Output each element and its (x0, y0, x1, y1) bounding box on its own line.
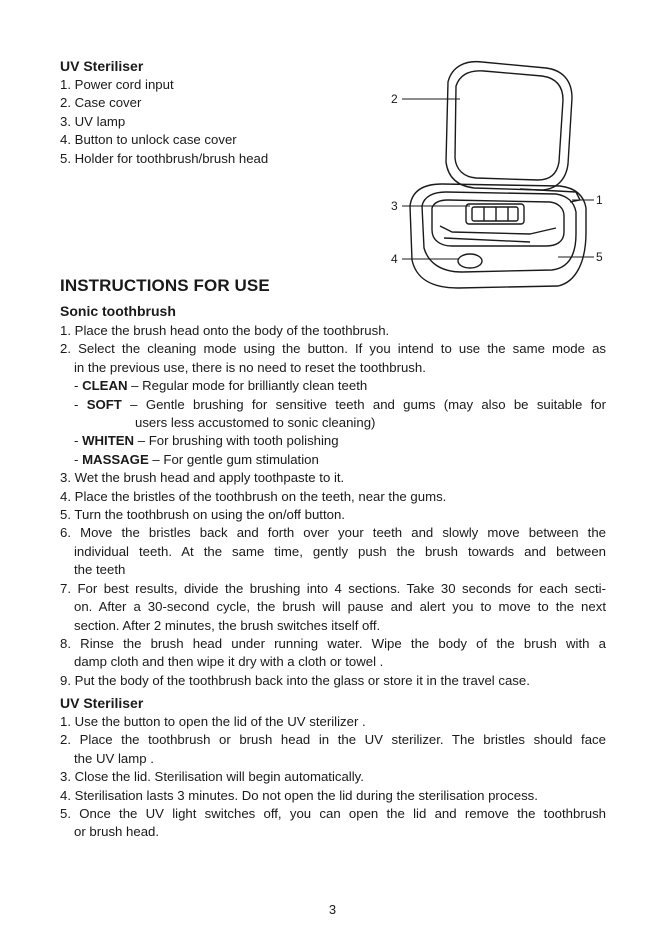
mode-massage: - MASSAGE – For gentle gum stimulation (74, 451, 319, 467)
step-4: 4. Place the bristles of the toothbrush on the teeth, near the gums. (60, 488, 447, 504)
list-item: 3. UV lamp (60, 113, 126, 129)
mode-soft-name: SOFT (86, 396, 122, 412)
step-8-line-2: damp cloth and then wipe it dry with a cloth or towel . (74, 654, 384, 670)
uv-step-4: 4. Sterilisation lasts 3 minutes. Do not open the lid during the sterilisation process. (60, 787, 538, 803)
mode-massage-name: MASSAGE (82, 451, 149, 467)
uv-step-3: 3. Close the lid. Sterilisation will begin automatically. (60, 769, 364, 785)
case-cover-outline (446, 62, 572, 190)
step-8-line-1: 8. Rinse the brush head under running water. Wipe the body of the brush with a (60, 635, 606, 651)
page-number: 3 (328, 902, 337, 917)
unlock-button (458, 254, 482, 268)
sonic-heading: Sonic toothbrush (60, 303, 176, 319)
mode-whiten: - WHITEN – For brushing with tooth polishing (74, 433, 339, 449)
list-item: 5. Holder for toothbrush/brush head (60, 150, 269, 166)
uv-heading: UV Steriliser (60, 695, 144, 711)
uv-step-5-line-1: 5. Once the UV light switches off, you can open the lid and remove the toothbrush (60, 806, 606, 822)
uv-step-5-line-2: or brush head. (74, 824, 160, 840)
callout-1: 1 (596, 193, 603, 207)
uv-steps (60, 713, 606, 842)
step-6-line-2: individual teeth. At the same time, gently push the brush towards and between (74, 543, 606, 559)
uv-steriliser-diagram (380, 56, 610, 296)
mode-soft-line-2: users less accustomed to sonic cleaning) (135, 415, 376, 431)
step-6-line-1: 6. Move the bristles back and forth over your teeth and slowly move between the (60, 525, 606, 541)
sonic-steps (60, 322, 606, 690)
list-item: 4. Button to unlock case cover (60, 132, 237, 148)
callout-2: 2 (391, 92, 398, 106)
uv-step-1: 1. Use the button to open the lid of the UV sterilizer . (60, 714, 366, 729)
list-item: 1. Power cord input (60, 77, 174, 92)
parts-heading: UV Steriliser (60, 58, 144, 74)
mode-soft: - SOFT – Gentle brushing for sensitive teeth and gums (may also be suitable for (74, 396, 606, 412)
step-2-line-1: 2. Select the cleaning mode using the button. If you intend to use the same mode as (60, 341, 606, 357)
callout-3: 3 (391, 199, 398, 213)
case-cover-inner (455, 71, 563, 180)
instructions-title: INSTRUCTIONS FOR USE (60, 276, 270, 295)
step-1: 1. Place the brush head onto the body of the toothbrush. (60, 323, 390, 338)
mode-whiten-name: WHITEN (82, 433, 135, 449)
list-item: 2. Case cover (60, 95, 142, 111)
step-6-line-3: the teeth (74, 562, 126, 578)
base-outline (410, 184, 586, 288)
step-5: 5. Turn the toothbrush on using the on/off button. (60, 507, 345, 523)
mode-clean-name: CLEAN (82, 378, 128, 394)
mode-clean: - CLEAN – Regular mode for brilliantly clean teeth (74, 378, 368, 394)
hinge-outline (520, 189, 580, 202)
brush-holder (440, 226, 556, 234)
step-2-line-2: in the previous use, there is no need to reset the toothbrush. (74, 359, 426, 375)
uv-step-2-line-2: the UV lamp . (74, 750, 154, 766)
step-7-line-3: section. After 2 minutes, the brush switches itself off. (74, 617, 381, 633)
parts-list (60, 76, 268, 168)
step-9: 9. Put the body of the toothbrush back into the glass or store it in the travel case. (60, 672, 530, 688)
step-7-line-2: on. After a 30-second cycle, the brush will pause and alert you to move to the next (74, 599, 606, 615)
uv-step-2-line-1: 2. Place the toothbrush or brush head in the UV sterilizer. The bristles should face (60, 732, 606, 748)
step-3: 3. Wet the brush head and apply toothpaste to it. (60, 470, 345, 486)
uv-lamp (472, 207, 518, 221)
callout-4: 4 (391, 252, 398, 266)
step-7-line-1: 7. For best results, divide the brushing into 4 sections. Take 30 seconds for each secti- (60, 580, 606, 596)
callout-5: 5 (596, 250, 603, 264)
